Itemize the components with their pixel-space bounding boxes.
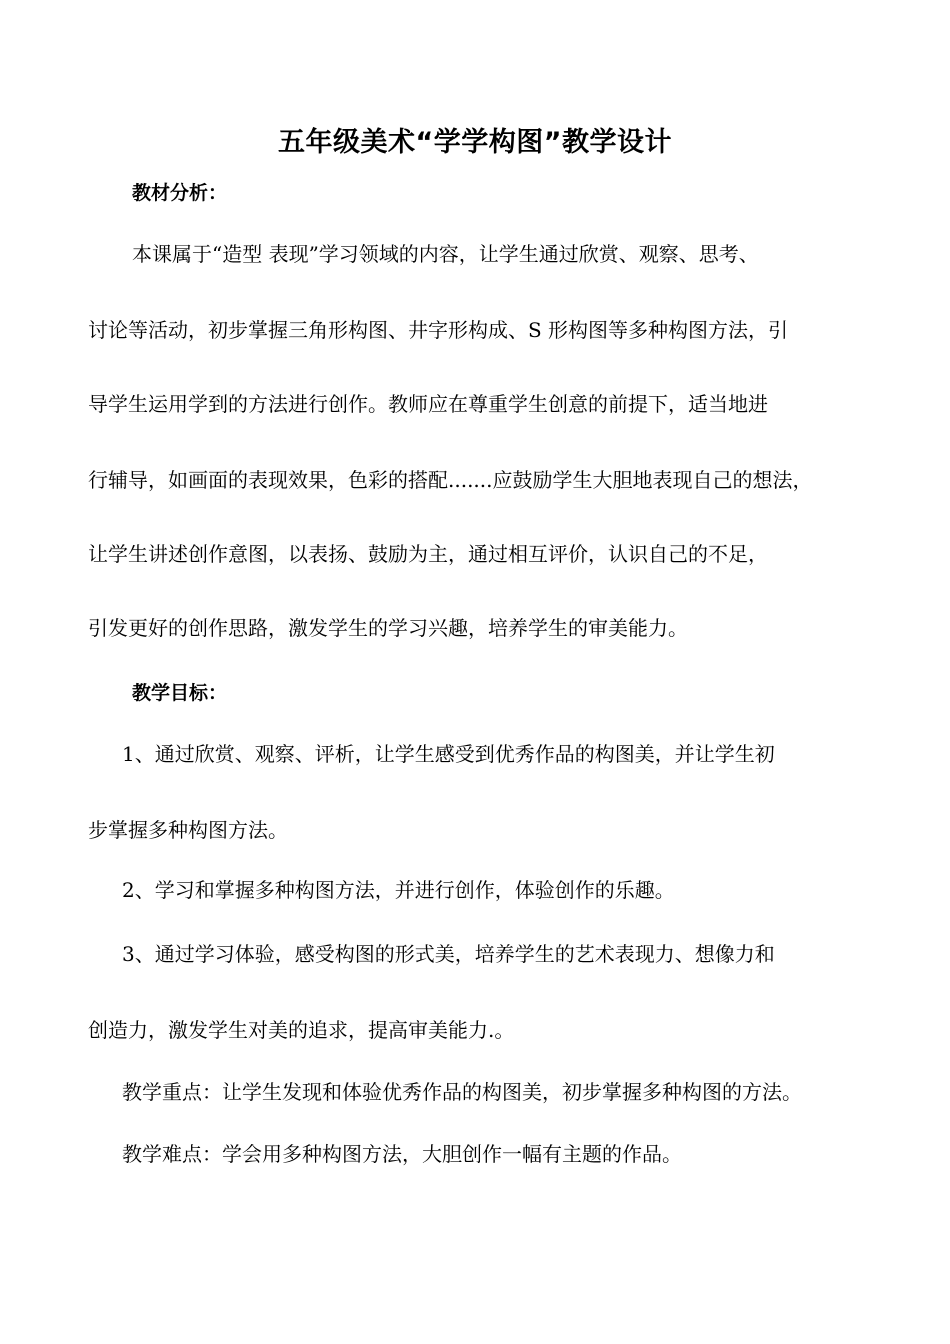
analysis-line-3: 导学生运用学到的方法进行创作。教师应在尊重学生创意的前提下，适当地进	[88, 392, 768, 416]
analysis-line-4: 行辅导，如画面的表现效果，色彩的搭配.......应鼓励学生大胆地表现自己的想法，	[88, 468, 813, 492]
analysis-line-1: 本课属于“造型 表现”学习领域的内容，让学生通过欣赏、观察、思考、	[132, 242, 759, 266]
difficult-point: 教学难点：学会用多种构图方法，大胆创作一幅有主题的作品。	[122, 1142, 682, 1166]
analysis-line-2: 讨论等活动，初步掌握三角形构图、井字形构成、S 形构图等多种构图方法，引	[88, 318, 789, 342]
analysis-line-6: 引发更好的创作思路，激发学生的学习兴趣，培养学生的审美能力。	[88, 616, 688, 640]
goal-line-4: 3、通过学习体验，感受构图的形式美，培养学生的艺术表现力、想像力和	[122, 942, 775, 966]
key-point: 教学重点：让学生发现和体验优秀作品的构图美，初步掌握多种构图的方法。	[122, 1080, 802, 1104]
goal-line-1: 1、通过欣赏、观察、评析，让学生感受到优秀作品的构图美，并让学生初	[122, 742, 775, 766]
goal-line-3: 2、学习和掌握多种构图方法，并进行创作，体验创作的乐趣。	[122, 878, 675, 902]
document-title: 五年级美术“学学构图”教学设计	[278, 127, 672, 158]
analysis-heading: 教材分析：	[132, 182, 228, 204]
analysis-line-5: 让学生讲述创作意图，以表扬、鼓励为主，通过相互评价，认识自己的不足，	[88, 542, 768, 566]
goal-line-2: 步掌握多种构图方法。	[88, 818, 288, 842]
goals-heading: 教学目标：	[132, 682, 228, 704]
goal-line-5: 创造力，激发学生对美的追求，提高审美能力.。	[88, 1018, 515, 1042]
